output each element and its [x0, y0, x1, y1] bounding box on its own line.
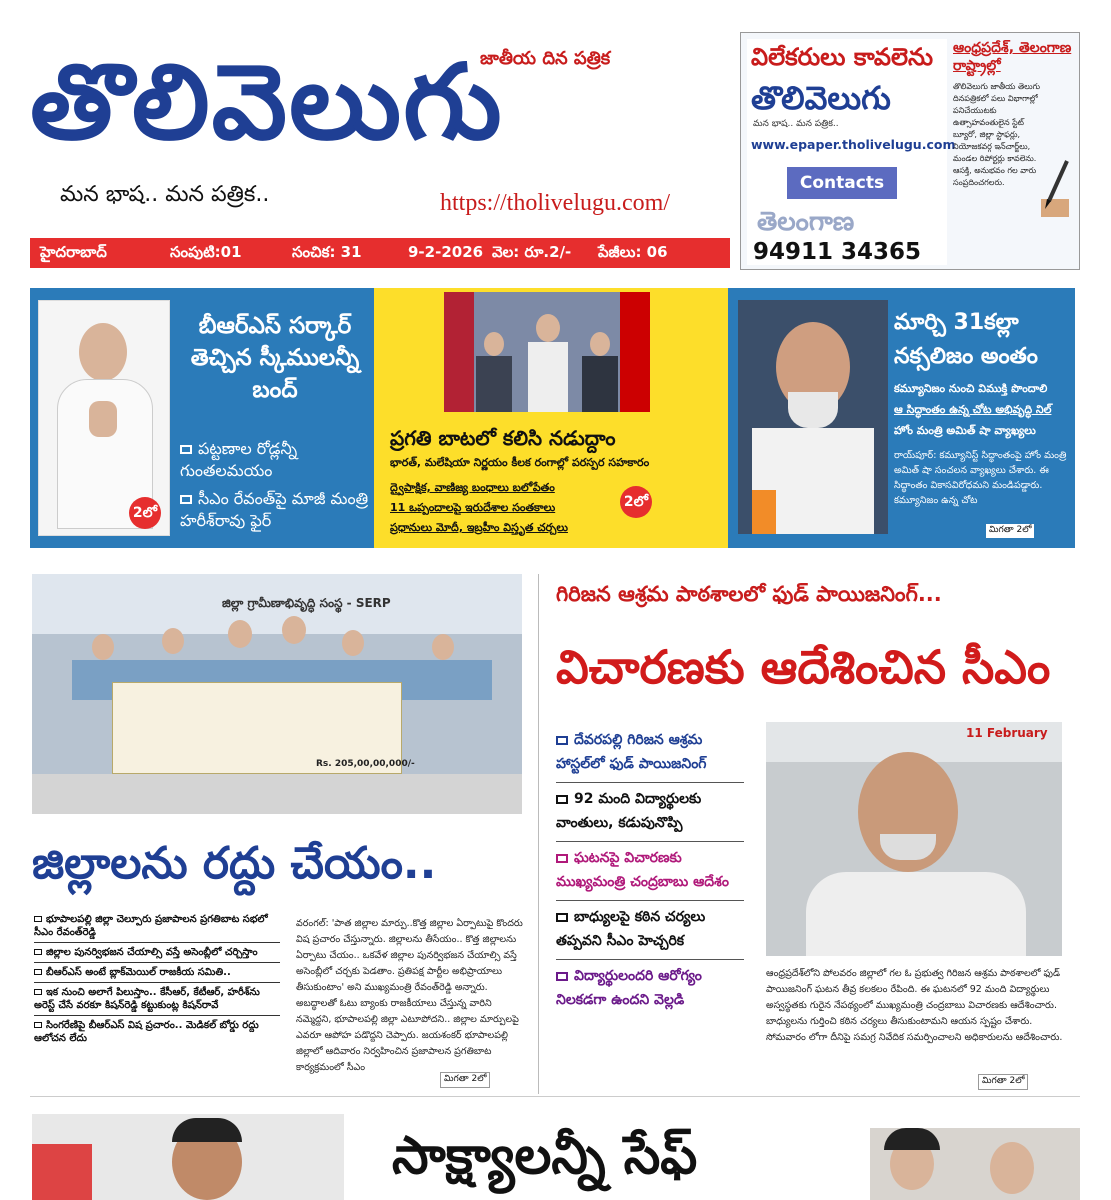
- edition-date: 9-2-2026: [408, 243, 484, 261]
- list-item[interactable]: ఇక నుంచి అలాగే పిలుస్తాం.. కేసీఆర్, కేటీఆర్, హరీశ్‌ను అరెస్ట్ చేసే వరకూ కిషన్‌రెడ్డి కట్టుకుంట్ల కిషన్‌రావే: [34, 983, 280, 1016]
- ad-states-heading: ఆంధ్రప్రదేశ్, తెలంగాణ రాష్ట్రాల్లో: [953, 40, 1072, 74]
- bullet-icon: [34, 949, 42, 955]
- page-2-badge[interactable]: 2లో: [129, 497, 161, 529]
- food-poisoning-kicker: గిరిజన ఆశ్రమ పాఠశాలలో ఫుడ్ పాయిజనింగ్...: [556, 582, 942, 606]
- bullet-icon: [34, 916, 42, 922]
- districts-body-text: వరంగల్: 'పాత జిల్లాల మార్పు..కొత్త జిల్లాల ఏర్పాటుపై కొందరు విష ప్రచారం చేస్తున్నారు. జిల్లాలను తీసేయం.. కొత్త జిల్లాలను ఏర్పాటు చేయం.. ఒకవేళ జిల్లాల పునర్విభజన చేయాల్సి వస్తే అసెంబ్లీలో చర్చకు పెడతాం. ప్రతిపక్ష పార్టీల అభిప్రాయాలు తీసుకుంటాం' అని ముఖ్యమంత్రి రేవంత్‌రెడ్డి అన్నారు. అబద్ధాలతో ఓటు బ్యాంకు రాజకీయాలు చేస్తున్న వారిని నమ్మెద్దని, భూపాలపల్లి జిల్లా ఎటూపోదని.. జిల్లాల మార్పులపై ఎవరూ ఆపోహ పడొద్దని చెప్పారు. జయశంకర్ భూపాలపల్లి జిల్లాలో ఆదివారం నిర్వహించిన ప్రజాపాలన ప్రగతిబాట కార్యక్రమంలో సీఎం: [296, 918, 523, 1073]
- section-divider: [30, 1096, 1080, 1097]
- cm-cheque-event-photo: [32, 574, 522, 814]
- photo-date-text: 11 February: [966, 726, 1048, 740]
- ad-right-panel: [953, 39, 1075, 265]
- list-item[interactable]: బాధ్యులపై కఠిన చర్యలు తప్పవని సీఎం హెచ్చరిక: [556, 901, 744, 960]
- story-brs-schemes[interactable]: [30, 288, 374, 548]
- pen-icon: [1037, 159, 1073, 219]
- ad-phone-number[interactable]: 94911 34365: [753, 239, 922, 265]
- bullet-icon: [34, 989, 42, 995]
- bullet-icon: [180, 495, 192, 504]
- edition-city: హైదరాబాద్: [40, 243, 107, 261]
- edition-volume: సంపుటి:01: [170, 243, 242, 261]
- amit-shah-photo: [738, 300, 888, 534]
- list-item[interactable]: బీఆర్ఎస్ అంటే బ్లాక్‌మెయిల్ రాజకీయ సమితి..: [34, 963, 280, 983]
- ad-state-label: తెలంగాణ: [757, 207, 855, 237]
- story-india-malaysia-headline[interactable]: ప్రగతి బాటలో కలిసి నడుద్దాం: [390, 426, 616, 450]
- continued-page-2[interactable]: మిగతా 2లో: [440, 1072, 490, 1088]
- list-item[interactable]: ఘటనపై విచారణకు ముఖ్యమంత్రి చంద్రబాబు ఆదేశం: [556, 842, 744, 901]
- story-india-malaysia-sub: భారత్, మలేషియా నిర్ణయం కీలక రంగాల్లో పరస్పర సహకారం: [390, 456, 650, 469]
- edition-price: వెల: రూ.2/-: [492, 243, 572, 261]
- story-brs-bullet: పట్టణాల రోడ్లన్నీ గుంతలమయం: [180, 439, 298, 480]
- story-naxalism-sub: కమ్యూనిజం నుంచి విముక్తి పొందాలి: [894, 382, 1048, 395]
- bullet-icon: [556, 736, 568, 745]
- ktr-photo: [32, 1114, 344, 1200]
- edition-pages: పేజీలు: 06: [598, 243, 668, 261]
- newspaper-logo[interactable]: తొలివెలుగు: [30, 40, 504, 163]
- masthead-tagline-top: జాతీయ దిన పత్రిక: [480, 48, 611, 69]
- story-naxalism[interactable]: [728, 288, 1075, 548]
- story-naxalism-sub: ఆ సిద్ధాంతం ఉన్న చోట అభివృద్ధి నిల్: [894, 403, 1052, 416]
- list-item[interactable]: దేవరపల్లి గిరిజన ఆశ్రమ హాస్టల్‌లో ఫుడ్ పాయిజనింగ్: [556, 724, 744, 783]
- districts-highlights-list: [34, 910, 280, 1048]
- continued-page-2[interactable]: మిగతా 2లో: [978, 1074, 1028, 1090]
- bullet-icon: [34, 1022, 42, 1028]
- cheque-amount: Rs. 205,00,00,000/-: [316, 759, 415, 769]
- photo-banner-text: జిల్లా గ్రామీణాభివృద్ధి సంస్థ - SERP: [222, 596, 391, 610]
- story-india-malaysia-sub: 11 ఒప్పందాలపై ఇరుదేశాల సంతకాలు: [390, 501, 556, 514]
- ad-epaper-link[interactable]: www.epaper.tholivelugu.com: [751, 137, 956, 152]
- page-2-badge[interactable]: 2లో: [620, 486, 652, 518]
- list-item[interactable]: విద్యార్థులందరి ఆరోగ్యం నిలకడగా ఉందని వెల్లడి: [556, 968, 702, 1008]
- bullet-icon: [556, 972, 568, 981]
- masthead-tagline-bottom: మన భాష.. మన పత్రిక..: [60, 182, 270, 207]
- website-link[interactable]: https://tholivelugu.com/: [440, 190, 670, 216]
- edition-issue: సంచిక: 31: [292, 243, 362, 261]
- story-naxalism-body: రాయ్‌పూర్: కమ్యూనిస్ట్ సిద్ధాంతంపై హోం మంత్రి అమిత్ షా సంచలన వ్యాఖ్యలు చేశారు. ఈ సిద్ధాంతం వికాసవిరోధమని మండిపడ్డారు. కమ్యూనిజం ఉన్న చోట: [894, 450, 1067, 506]
- ad-contacts-button[interactable]: Contacts: [787, 167, 897, 199]
- ad-body-text: తొలివెలుగు జాతీయ తెలుగు దినపత్రికలో పలు విభాగాల్లో పనిచేయుటకు ఉత్సాహవంతులైన స్టేట్ బ్యూరో, జిల్లా స్టాఫర్లు, నియోజకవర్గ ఇన్‌చార్జ్‌లు, మండల రిపోర్టర్లు కావలెను. ఆసక్తి, అనుభవం గల వారు సంప్రదించగలరు.: [953, 82, 1041, 187]
- reporters-wanted-ad[interactable]: [740, 32, 1080, 270]
- story-india-malaysia-sub: ద్వైపాక్షిక, వాణిజ్య బంధాలు బలోపేతం: [390, 481, 555, 494]
- continued-page-2[interactable]: మిగతా 2లో: [986, 524, 1034, 538]
- food-poisoning-highlights: [556, 724, 744, 1018]
- top-stories-band: [30, 288, 1075, 548]
- bullet-icon: [34, 969, 42, 975]
- story-india-malaysia-sub: ప్రధానులు మోదీ, ఇబ్రహీం విస్తృత చర్చలు: [390, 521, 568, 534]
- story-brs-bullet: సీఎం రేవంత్‌పై మాజీ మంత్రి హరీశ్‌రావు ఫైర్: [180, 489, 369, 530]
- list-item[interactable]: భూపాలపల్లి జిల్లా చెల్పూరు ప్రజాపాలన ప్రగతిబాట సభలో సీఎం రేవంత్‌రెడ్డి: [34, 910, 280, 943]
- bullet-icon: [556, 854, 568, 863]
- list-item[interactable]: జిల్లాల పునర్విభజన చేయాల్సి వస్తే అసెంబ్లీలో చర్చిస్తాం: [34, 943, 280, 963]
- food-poisoning-caption: ఆంధ్రప్రదేశ్‌లోని పోలవరం జిల్లాలో గల ఓ ప్రభుత్వ గిరిజన ఆశ్రమ పాఠశాలలో ఫుడ్ పాయిజనింగ్ ఘటన తీవ్ర కలకలం రేపింది. ఈ ఘటనలో 92 మంది విద్యార్థులు అస్వస్థతకు గురైన నేపథ్యంలో ముఖ్యమంత్రి చంద్రబాబు విచారణకు ఆదేశించారు. బాధ్యులను గుర్తించి కఠిన చర్యలు తీసుకుంటామని ఆయన స్పష్టం చేశారు. సోమవారం లోగా దీనిపై సమగ్ర నివేదిక సమర్పించాలని అధికారులను ఆదేశించారు.: [766, 968, 1063, 1043]
- story-naxalism-headline[interactable]: మార్చి 31కల్లా నక్సలిజం అంతం: [894, 310, 1038, 369]
- bullet-icon: [556, 913, 568, 922]
- story-india-malaysia[interactable]: [374, 288, 728, 548]
- evidence-safe-headline[interactable]: సాక్ష్యాలన్నీ సేఫ్: [392, 1126, 698, 1186]
- bullet-icon: [556, 795, 568, 804]
- ad-logo: తొలివెలుగు: [751, 79, 891, 117]
- food-poisoning-headline[interactable]: విచారణకు ఆదేశించిన సీఎం: [556, 640, 1051, 694]
- ad-left-panel: [747, 39, 956, 265]
- edition-info-bar: [30, 238, 730, 268]
- bottom-right-photo: [870, 1128, 1080, 1200]
- ad-logo-tagline: మన భాష.. మన పత్రిక..: [753, 119, 839, 129]
- column-divider: [538, 574, 539, 1094]
- chandrababu-naidu-photo: [766, 722, 1062, 956]
- ad-wanted-heading: విలేకరులు కావలెను: [751, 43, 934, 71]
- masthead: [30, 30, 730, 220]
- modi-anwar-photo: [444, 292, 650, 412]
- bullet-icon: [180, 445, 192, 454]
- districts-headline[interactable]: జిల్లాలను రద్దు చేయం..: [32, 838, 437, 889]
- story-naxalism-sub: హోం మంత్రి అమిత్ షా వ్యాఖ్యలు: [894, 424, 1036, 437]
- story-brs-headline[interactable]: బీఆర్ఎస్ సర్కార్ తెచ్చిన స్కీములన్నీ బంద్: [190, 313, 360, 403]
- harish-rao-photo: [38, 300, 170, 536]
- list-item[interactable]: సింగరేణిపై బీఆర్ఎస్ విష ప్రచారం.. మెడికల్ బోర్డు రద్దు ఆలోచన లేదు: [34, 1020, 259, 1044]
- list-item[interactable]: 92 మంది విద్యార్థులకు వాంతులు, కడుపునొప్పి: [556, 783, 744, 842]
